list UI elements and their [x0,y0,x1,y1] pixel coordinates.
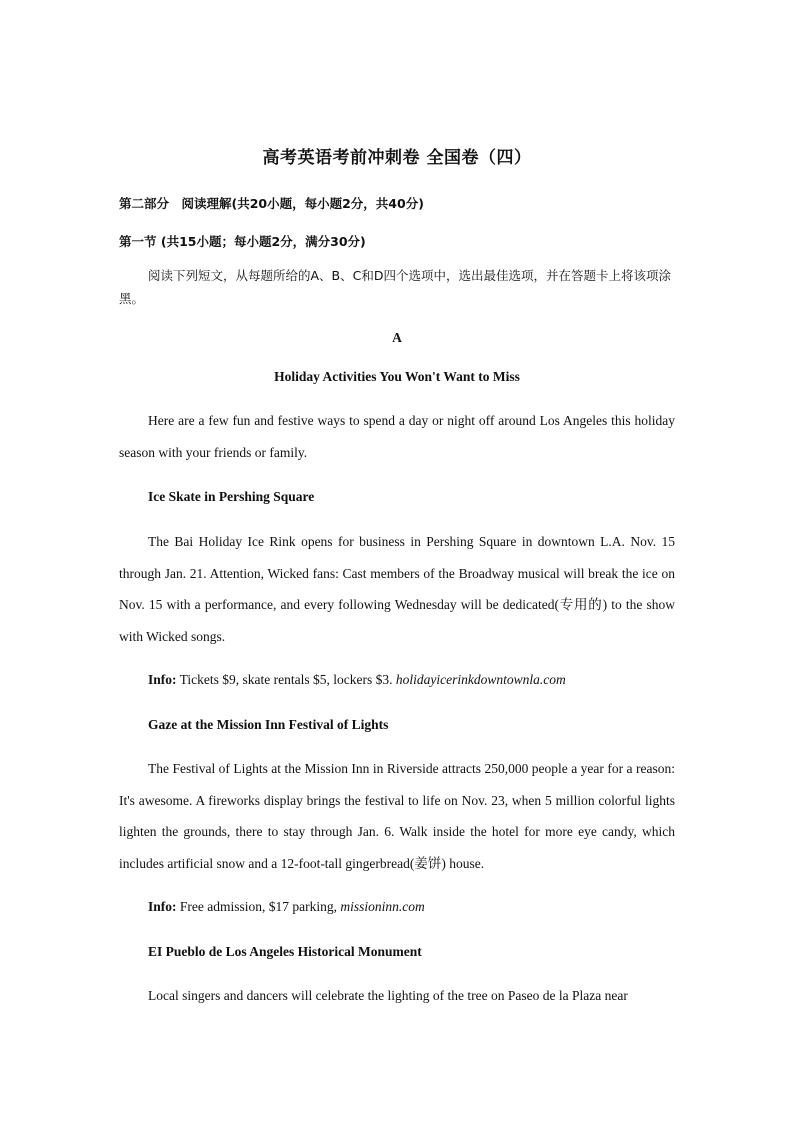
passage-intro: Here are a few fun and festive ways to spend a day or night off around Los Angeles this holiday season with your friends or family. [119,413,675,460]
section-body-ice-skate: The Bai Holiday Ice Rink opens for business in Pershing Square in downtown L.A. Nov. 15 through Jan. 21. Attention, Wicked fans: Cast members of the Broadway musical will break the ice on Nov. 15 with a performance, and every following Wednesday will be dedicated(专用的) to the show with Wicked songs. [119,534,675,644]
document-title: 高考英语考前冲刺卷 全国卷（四） [262,148,532,168]
info-site-link: missioninn.com [340,899,425,914]
section-info-mission-inn [148,899,425,915]
section-heading-mission-inn: Gaze at the Mission Inn Festival of Lights [148,717,389,732]
info-text: Tickets $9, skate rentals $5, lockers $3. [179,672,393,687]
info-site-link: holidayicerinkdowntownla.com [395,672,566,687]
section-body-mission-inn: The Festival of Lights at the Mission Inn in Riverside attracts 250,000 people a year for a reason: It's awesome. A fireworks display brings the festival to life on Nov. 23, when 5 million colorful lights lighten the grounds, there to stay through Jan. 6. Walk inside the hotel for more eye candy, which includes artificial snow and a 12-foot-tall gingerbread(姜饼) house. [119,761,675,871]
section-body-el-pueblo: Local singers and dancers will celebrate the lighting of the tree on Paseo de la Plaza near [148,988,628,1003]
info-label: Info: [148,672,177,687]
passage-title: Holiday Activities You Won't Want to Miss [274,369,520,384]
instructions: 阅读下列短文，从每题所给的A、B、C和D四个选项中，选出最佳选项，并在答题卡上将该项涂黑。 [119,268,671,306]
section-heading-el-pueblo: EI Pueblo de Los Angeles Historical Monument [148,944,422,959]
part-heading: 第二部分 阅读理解(共20小题，每小题2分，共40分) [119,196,424,211]
info-text: Free admission, $17 parking, [179,899,337,914]
section-heading: 第一节 (共15小题；每小题2分，满分30分) [119,234,366,249]
info-label: Info: [148,899,177,914]
section-info-ice-skate [148,672,566,688]
section-heading-ice-skate: Ice Skate in Pershing Square [148,489,315,504]
passage-letter: A [392,330,402,345]
